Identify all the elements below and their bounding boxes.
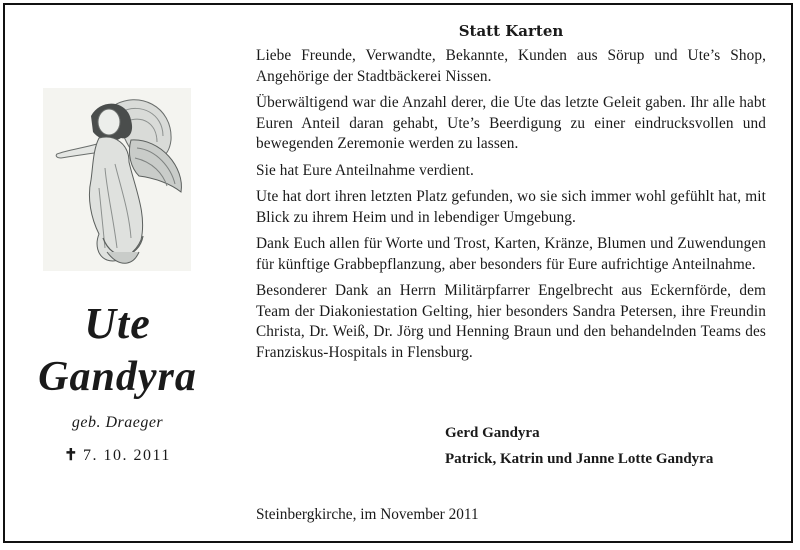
paragraph: Besonderer Dank an Herrn Militärpfarrer Engelbrecht aus Eckernförde, dem Team der Diakoniestation Gelting, hier besonders Sandra Petersen, ihre Freundin Christa, Dr. Weiß, Dr. Jörg und Henning Braun und den behandelnden Teams des Franziskus-Hospitals in Flensburg. — [256, 282, 766, 361]
notice-heading: Statt Karten — [458, 22, 564, 40]
paragraph: Überwältigend war die Anzahl derer, die Ute das letzte Geleit gaben. Ihr alle habt Euren Anteil daran gehabt, Ute’s Beerdigung zu einer eindrucksvollen und bewegenden Zeremonie werden zu lassen. — [256, 94, 766, 152]
cross-icon: ✝ — [64, 447, 79, 464]
place-and-date: Steinbergkirche, im November 2011 — [256, 506, 479, 523]
death-date: 7. 10. 2011 — [83, 447, 171, 464]
memorial-column — [0, 0, 235, 550]
paragraph: Ute hat dort ihren letzten Platz gefunden, wo sie sich immer wohl gefühlt hat, mit Blick zu ihrem Heim und in lebendiger Umgebung. — [256, 188, 766, 226]
signature-line: Patrick, Katrin und Janne Lotte Gandyra — [445, 451, 714, 467]
signature-line: Gerd Gandyra — [445, 425, 540, 441]
paragraph: Dank Euch allen für Worte und Trost, Karten, Kränze, Blumen und Zuwendungen für künftige Grabbepflanzung, aber besonders für Eure aufrichtige Anteilnahme. — [256, 235, 766, 273]
deceased-first-name: Ute — [84, 299, 151, 348]
death-date-line — [0, 445, 235, 465]
paragraph: Liebe Freunde, Verwandte, Bekannte, Kunden aus Sörup und Ute’s Shop, Angehörige der Stadtbäckerei Nissen. — [256, 47, 766, 85]
angel-illustration-icon — [43, 88, 191, 271]
deceased-last-name: Gandyra — [38, 354, 197, 400]
birth-name: geb. Draeger — [71, 414, 164, 431]
paragraph: Sie hat Eure Anteilnahme verdient. — [256, 161, 474, 179]
message-column — [256, 22, 766, 369]
